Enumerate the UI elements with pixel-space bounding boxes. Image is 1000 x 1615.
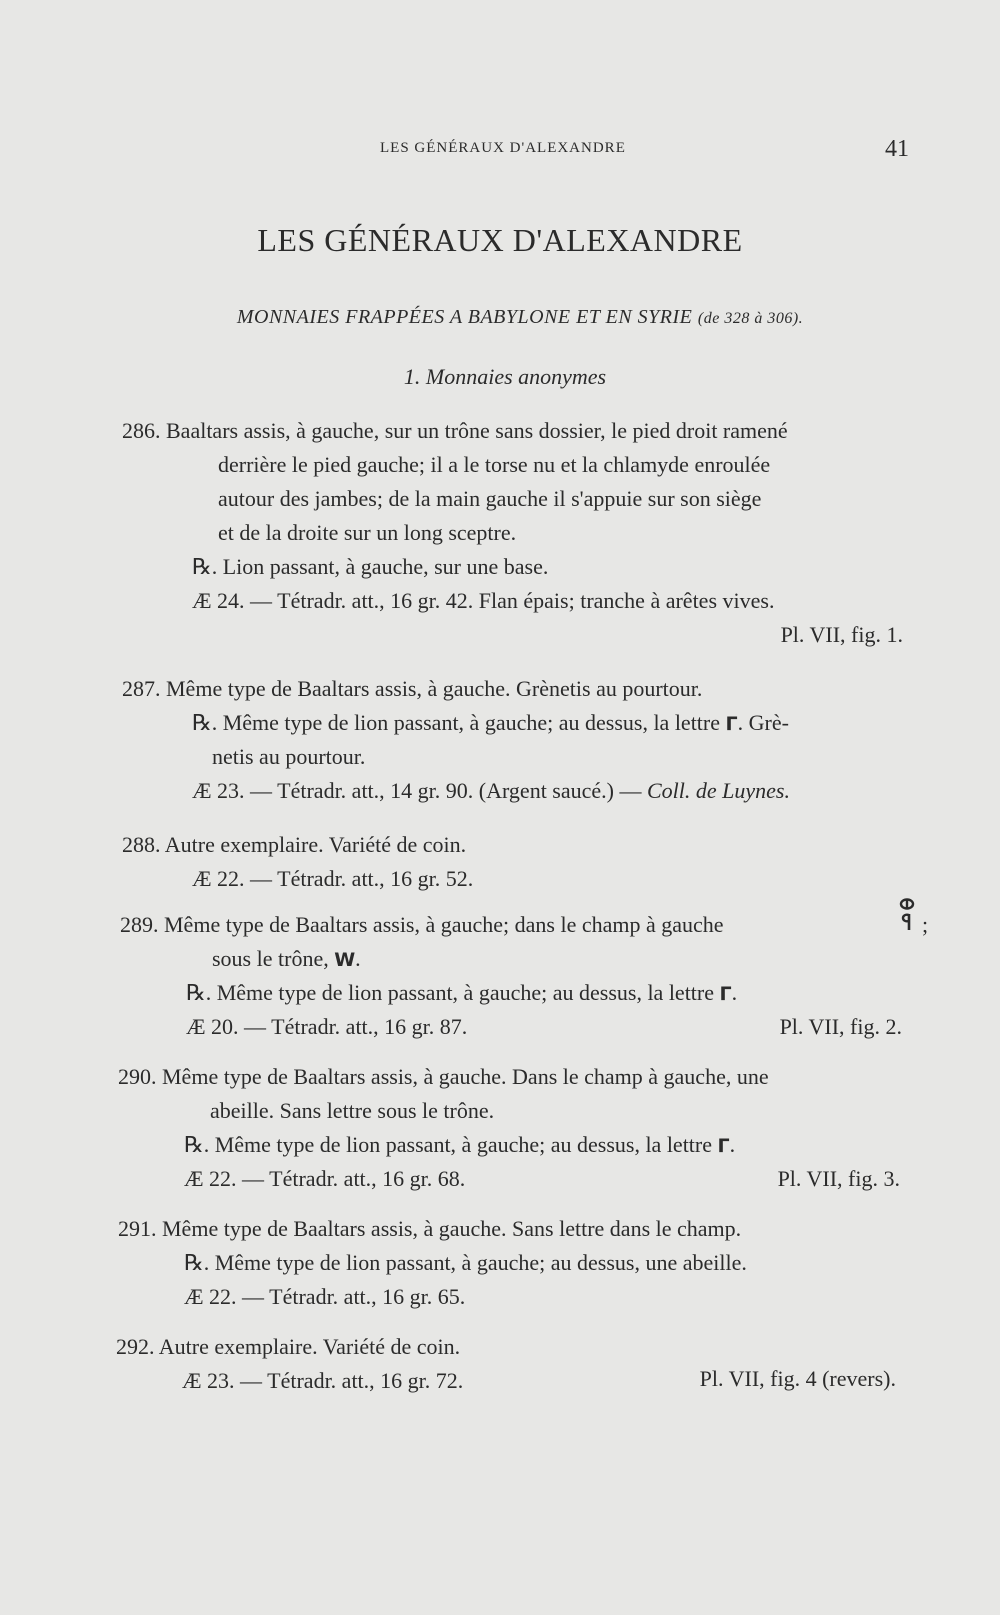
chapter-subtitle [0,306,1000,329]
entry-290-line-1 [118,1064,769,1090]
entry-number: 288. [122,832,161,857]
entry-286-line-2: derrière le pied gauche; il a le torse nu et la chlamyde enroulée [218,452,771,477]
entry-286-line-4: et de la droite sur un long sceptre. [218,520,517,545]
greek-letter: Γ [717,1135,730,1157]
entry-text: Autre exemplaire. Variété de coin. [164,832,467,857]
entry-287-reverse-2: netis au pourtour. [212,744,366,769]
entry-286-plate: Pl. VII, fig. 1. [780,622,903,647]
entry-286-line-3: autour des jambes; de la main gauche il s'appuie sur son siège [218,486,762,511]
entry-290-description: Æ 22. — Tétradr. att., 16 gr. 68. [184,1166,466,1191]
subtitle-dates: (de 328 à 306). [697,310,804,327]
entry-286-description: Æ 24. — Tétradr. att., 16 gr. 42. Flan épais; tranche à arêtes vives. [192,588,775,613]
entry-292-plate: Pl. VII, fig. 4 (revers). [699,1366,896,1391]
entry-289-reverse [186,980,737,1007]
entry-text: Baaltars assis, à gauche, sur un trône sans dossier, le pied droit ramené [166,418,788,443]
reverse-text: ℞. Même type de lion passant, à gauche; au dessus, la lettre [184,1132,713,1157]
greek-letter: Γ [725,713,738,735]
collection-name: Coll. de Luynes. [647,778,790,803]
running-head: LES GÉNÉRAUX D'ALEXANDRE [380,140,626,156]
subtitle-main: MONNAIES FRAPPÉES A BABYLONE ET EN SYRIE [236,306,693,328]
entry-290-line-2: abeille. Sans lettre sous le trône. [210,1098,495,1123]
entry-291-description: Æ 22. — Tétradr. att., 16 gr. 65. [184,1284,466,1309]
entry-text: Même type de Baaltars assis, à gauche; dans le champ à gauche [164,912,724,937]
entry-286-reverse: ℞. Lion passant, à gauche, sur une base. [192,554,549,579]
chapter-title: LES GÉNÉRAUX D'ALEXANDRE [257,222,743,258]
entry-286-line-1 [122,418,788,444]
entry-number: 289. [120,912,159,937]
entry-number: 291. [118,1216,157,1241]
entry-number: 286. [122,418,161,443]
reverse-text: ℞. Même type de lion passant, à gauche; au dessus, la lettre [192,710,721,735]
entry-292-line-1 [116,1334,460,1360]
reverse-text-end: . [731,980,738,1005]
entry-289-plate: Pl. VII, fig. 2. [779,1014,902,1039]
page-number: 41 [885,136,909,162]
greek-letter: Γ [719,983,732,1005]
entry-text: Même type de Baaltars assis, à gauche. Dans le champ à gauche, une [162,1064,769,1089]
entry-287-line-1 [122,676,702,702]
entry-number: 287. [122,676,161,701]
entry-text: Même type de Baaltars assis, à gauche. Grènetis au pourtour. [166,676,703,701]
entry-287-reverse-1 [192,710,789,737]
entry-text: Même type de Baaltars assis, à gauche. Sans lettre dans le champ. [162,1216,742,1241]
entry-287-description [192,778,790,804]
entry-290-plate: Pl. VII, fig. 3. [777,1166,900,1191]
entry-291-line-1 [118,1216,741,1242]
entry-289-line-1 [120,912,724,938]
letter-w: W [334,949,356,971]
entry-288-line-1 [122,832,466,858]
entry-text: sous le trône, [212,946,329,971]
monogram-symbol-icon [896,898,918,932]
entry-289-line-1-end: ; [922,912,929,937]
entry-text-end: . [355,946,361,971]
entry-number: 292. [116,1334,155,1359]
entry-292-description: Æ 23. — Tétradr. att., 16 gr. 72. [182,1368,464,1393]
entry-number: 290. [118,1064,157,1089]
entry-288-description: Æ 22. — Tétradr. att., 16 gr. 52. [192,866,474,891]
entry-text: Autre exemplaire. Variété de coin. [158,1334,461,1359]
reverse-text-end: . [729,1132,736,1157]
entry-289-line-2 [212,946,361,973]
entry-291-reverse: ℞. Même type de lion passant, à gauche; au dessus, une abeille. [184,1250,747,1275]
description-text: Æ 23. — Tétradr. att., 14 gr. 90. (Argent saucé.) — [192,778,642,803]
entry-290-reverse [184,1132,735,1159]
section-heading: 1. Monnaies anonymes [403,364,607,389]
entry-289-description: Æ 20. — Tétradr. att., 16 gr. 87. [186,1014,468,1039]
reverse-text-end: . Grè- [737,710,789,735]
reverse-text: ℞. Même type de lion passant, à gauche; au dessus, la lettre [186,980,715,1005]
